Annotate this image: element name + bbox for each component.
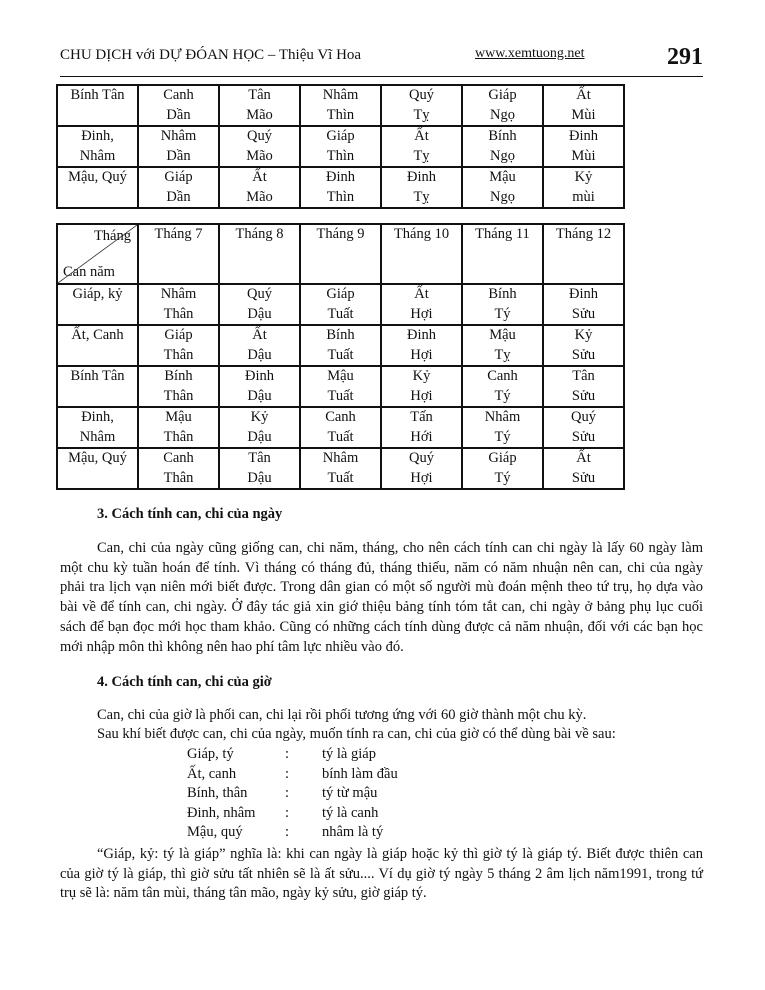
heavenly-stem: Tân bbox=[572, 368, 595, 384]
month-header-9: Tháng 9 bbox=[300, 224, 381, 284]
heavenly-stem: Mậu bbox=[327, 368, 354, 384]
verse-line bbox=[187, 784, 398, 804]
verse-key: Mậu, quý bbox=[187, 824, 243, 841]
month-header-10: Tháng 10 bbox=[381, 224, 462, 284]
stem-branch-cell bbox=[300, 407, 381, 448]
year-stem-label: Nhâm bbox=[79, 147, 116, 164]
stem-branch-cell bbox=[381, 325, 462, 366]
stem-branch-cell bbox=[462, 407, 543, 448]
month-header-8: Tháng 8 bbox=[219, 224, 300, 284]
section-3-heading: 3. Cách tính can, chi của ngày bbox=[97, 506, 283, 522]
verse-separator: : bbox=[285, 746, 290, 762]
verse-separator: : bbox=[285, 765, 290, 782]
earthly-branch: Tuất bbox=[327, 346, 354, 363]
heavenly-stem: Tân bbox=[248, 87, 271, 103]
year-stem-label: Giáp, kỷ bbox=[72, 286, 123, 302]
earthly-branch: Thân bbox=[163, 346, 194, 363]
year-stem-label: Mậu, Quý bbox=[68, 450, 127, 466]
stem-branch-cell bbox=[219, 325, 300, 366]
stem-branch-cell bbox=[462, 126, 543, 167]
heavenly-stem: Ất bbox=[576, 87, 591, 103]
earthly-branch: Sửu bbox=[571, 469, 596, 486]
earthly-branch: Dần bbox=[166, 188, 191, 205]
stem-branch-cell bbox=[543, 448, 624, 489]
month-table-part1 bbox=[56, 84, 625, 209]
earthly-branch: Dậu bbox=[247, 305, 272, 322]
month-header-12: Tháng 12 bbox=[543, 224, 624, 284]
table-row bbox=[57, 167, 624, 208]
heavenly-stem: Mậu bbox=[489, 169, 516, 185]
heavenly-stem: Canh bbox=[163, 450, 194, 466]
heavenly-stem: Quý bbox=[571, 409, 596, 425]
stem-branch-cell bbox=[543, 167, 624, 208]
stem-branch-cell bbox=[219, 407, 300, 448]
earthly-branch: Tỵ bbox=[494, 346, 511, 363]
stem-branch-cell bbox=[138, 85, 219, 126]
heavenly-stem: Canh bbox=[487, 368, 518, 384]
earthly-branch: Dậu bbox=[247, 428, 272, 445]
stem-branch-cell bbox=[138, 366, 219, 407]
year-stem-label: Ất, Canh bbox=[71, 327, 124, 343]
earthly-branch: Tuất bbox=[327, 305, 354, 322]
heavenly-stem: Giáp bbox=[326, 128, 355, 144]
stem-branch-cell bbox=[219, 448, 300, 489]
verse-separator: : bbox=[285, 804, 290, 821]
verse-separator: : bbox=[285, 824, 290, 841]
earthly-branch: Dậu bbox=[247, 346, 272, 363]
stem-branch-cell bbox=[381, 167, 462, 208]
heavenly-stem: Ất bbox=[414, 128, 429, 144]
table-row bbox=[57, 366, 624, 407]
year-stem-label-cell bbox=[57, 85, 138, 126]
stem-branch-cell bbox=[381, 407, 462, 448]
year-stem-label-cell bbox=[57, 284, 138, 325]
heavenly-stem: Bính bbox=[488, 286, 517, 302]
heavenly-stem: Đinh bbox=[407, 169, 436, 185]
stem-branch-cell bbox=[462, 366, 543, 407]
earthly-branch: Mùi bbox=[571, 147, 596, 164]
stem-branch-cell bbox=[300, 126, 381, 167]
stem-branch-cell bbox=[543, 366, 624, 407]
section-4-heading: 4. Cách tính can, chi của giờ bbox=[97, 674, 272, 690]
heavenly-stem: Giáp bbox=[326, 286, 355, 302]
verse-key: Đinh, nhâm bbox=[187, 804, 256, 821]
stem-branch-cell bbox=[300, 284, 381, 325]
year-stem-label: Đinh, bbox=[81, 128, 114, 144]
earthly-branch: Thân bbox=[163, 428, 194, 445]
stem-branch-cell bbox=[138, 325, 219, 366]
year-stem-label-cell bbox=[57, 325, 138, 366]
verse-key: Ất, canh bbox=[187, 765, 237, 782]
earthly-branch: Ngọ bbox=[490, 188, 515, 205]
corner-label-month: Tháng bbox=[93, 228, 131, 244]
verse-key: Giáp, tý bbox=[187, 746, 234, 762]
heavenly-stem: Ất bbox=[576, 450, 591, 466]
page-header bbox=[60, 44, 703, 76]
heavenly-stem: Giáp bbox=[488, 450, 517, 466]
heavenly-stem: Kỷ bbox=[574, 327, 593, 343]
stem-branch-cell bbox=[543, 325, 624, 366]
stem-branch-cell bbox=[381, 366, 462, 407]
heavenly-stem: Quý bbox=[247, 128, 272, 144]
section-4-line-1: Can, chi của giờ là phối can, chi lại rồi phối tương ứng với 60 giờ thành một chu kỳ. bbox=[97, 707, 587, 723]
year-stem-label-cell bbox=[57, 448, 138, 489]
verse-value: tý là giáp bbox=[322, 746, 376, 762]
year-stem-label-cell bbox=[57, 167, 138, 208]
earthly-branch: Thìn bbox=[326, 106, 355, 123]
earthly-branch: Tỵ bbox=[413, 188, 430, 205]
earthly-branch: Dần bbox=[166, 147, 191, 164]
heavenly-stem: Kỷ bbox=[250, 409, 269, 425]
stem-branch-cell bbox=[219, 126, 300, 167]
stem-branch-cell bbox=[300, 325, 381, 366]
heavenly-stem: Tân bbox=[248, 450, 271, 466]
stem-branch-cell bbox=[462, 85, 543, 126]
header-divider bbox=[60, 76, 703, 77]
earthly-branch: Dần bbox=[166, 106, 191, 123]
heavenly-stem: Tấn bbox=[410, 409, 433, 425]
earthly-branch: Thân bbox=[163, 469, 194, 486]
earthly-branch: Tý bbox=[494, 469, 511, 486]
stem-branch-cell bbox=[300, 366, 381, 407]
heavenly-stem: Nhâm bbox=[484, 409, 521, 425]
earthly-branch: Ngọ bbox=[490, 106, 515, 123]
earthly-branch: Thìn bbox=[326, 188, 355, 205]
stem-branch-cell bbox=[300, 167, 381, 208]
earthly-branch: Hợi bbox=[410, 469, 433, 486]
heavenly-stem: Ất bbox=[252, 169, 267, 185]
earthly-branch: Tuất bbox=[327, 387, 354, 404]
verse-key: Bính, thân bbox=[187, 785, 248, 802]
book-title: CHU DỊCH với DỰ ĐÓAN HỌC – Thiệu Vĩ Hoa bbox=[60, 47, 362, 63]
earthly-branch: Dậu bbox=[247, 387, 272, 404]
year-stem-label: Bính Tân bbox=[70, 87, 125, 103]
stem-branch-cell bbox=[219, 366, 300, 407]
stem-branch-cell bbox=[138, 167, 219, 208]
heavenly-stem: Bính bbox=[326, 327, 355, 343]
heavenly-stem: Đinh bbox=[569, 128, 598, 144]
verse-line bbox=[187, 745, 398, 765]
table-header-row bbox=[57, 224, 624, 284]
verse-block bbox=[187, 745, 398, 843]
heavenly-stem: Quý bbox=[409, 87, 434, 103]
heavenly-stem: Nhâm bbox=[160, 286, 197, 302]
stem-branch-cell bbox=[543, 284, 624, 325]
heavenly-stem: Ất bbox=[252, 327, 267, 343]
earthly-branch: Hợi bbox=[410, 387, 433, 404]
stem-branch-cell bbox=[462, 448, 543, 489]
stem-branch-cell bbox=[219, 85, 300, 126]
heavenly-stem: Đinh bbox=[326, 169, 355, 185]
earthly-branch: Hới bbox=[410, 428, 433, 445]
earthly-branch: Tý bbox=[494, 387, 511, 404]
corner-label-year-stem: Can năm bbox=[63, 263, 115, 280]
verse-value: nhâm là tý bbox=[322, 824, 384, 841]
stem-branch-cell bbox=[138, 284, 219, 325]
table-row bbox=[57, 407, 624, 448]
earthly-branch: Dậu bbox=[247, 469, 272, 486]
verse-line bbox=[187, 804, 398, 824]
heavenly-stem: Đinh bbox=[245, 368, 274, 384]
table-row bbox=[57, 284, 624, 325]
earthly-branch: Mùi bbox=[571, 106, 596, 123]
stem-branch-cell bbox=[543, 407, 624, 448]
heavenly-stem: Ất bbox=[414, 286, 429, 302]
year-stem-label-cell bbox=[57, 126, 138, 167]
verse-separator: : bbox=[285, 785, 290, 802]
heavenly-stem: Giáp bbox=[488, 87, 517, 103]
section-4-closing-paragraph: “Giáp, kỷ: tý là giáp” nghĩa là: khi can ngày là giáp hoặc kỷ thì giờ tý là giáp tý. Biết được thiên can của giờ tý là giáp, thì giờ sửu tất nhiên sẽ là ất sửu.... Ví dụ giờ tý ngày 5 tháng 2 âm lịch năm1991, trong tứ trụ sẽ là: năm tân mùi, tháng tân mão, ngày kỷ sửu, giờ giáp tý. bbox=[60, 846, 703, 902]
year-stem-label: Bính Tân bbox=[70, 368, 125, 384]
month-header-7: Tháng 7 bbox=[138, 224, 219, 284]
earthly-branch: Thân bbox=[163, 305, 194, 322]
verse-value: tý từ mậu bbox=[322, 785, 378, 802]
month-header-11: Tháng 11 bbox=[462, 224, 543, 284]
heavenly-stem: Canh bbox=[325, 409, 356, 425]
table-row bbox=[57, 448, 624, 489]
year-stem-label-cell bbox=[57, 407, 138, 448]
earthly-branch: Sửu bbox=[571, 387, 596, 404]
table-row bbox=[57, 126, 624, 167]
table-row bbox=[57, 85, 624, 126]
heavenly-stem: Bính bbox=[164, 368, 193, 384]
heavenly-stem: Quý bbox=[409, 450, 434, 466]
earthly-branch: Mão bbox=[246, 188, 273, 205]
heavenly-stem: Kỷ bbox=[574, 169, 593, 185]
table-row bbox=[57, 325, 624, 366]
stem-branch-cell bbox=[462, 167, 543, 208]
earthly-branch: mùi bbox=[572, 188, 595, 205]
earthly-branch: Tỵ bbox=[413, 106, 430, 123]
verse-value: bính làm đầu bbox=[322, 765, 398, 782]
stem-branch-cell bbox=[381, 126, 462, 167]
stem-branch-cell bbox=[300, 85, 381, 126]
stem-branch-cell bbox=[138, 126, 219, 167]
stem-branch-cell bbox=[543, 85, 624, 126]
year-stem-label-cell bbox=[57, 366, 138, 407]
corner-header-cell bbox=[57, 224, 138, 284]
stem-branch-cell bbox=[462, 325, 543, 366]
stem-branch-cell bbox=[381, 284, 462, 325]
year-stem-label: Nhâm bbox=[79, 428, 116, 445]
earthly-branch: Tuất bbox=[327, 428, 354, 445]
heavenly-stem: Canh bbox=[163, 87, 194, 103]
earthly-branch: Ngọ bbox=[490, 147, 515, 164]
earthly-branch: Sửu bbox=[571, 346, 596, 363]
heavenly-stem: Nhâm bbox=[322, 450, 359, 466]
earthly-branch: Thân bbox=[163, 387, 194, 404]
page-number: 291 bbox=[667, 44, 703, 70]
year-stem-label: Đinh, bbox=[81, 409, 114, 425]
stem-branch-cell bbox=[300, 448, 381, 489]
stem-branch-cell bbox=[381, 448, 462, 489]
heavenly-stem: Nhâm bbox=[160, 128, 197, 144]
section-4-line-2: Sau khí biết được can, chi của ngày, muốn tính ra can, chi của giờ có thể dùng bài về sau: bbox=[97, 726, 616, 742]
verse-value: tý là canh bbox=[322, 804, 379, 821]
earthly-branch: Thìn bbox=[326, 147, 355, 164]
earthly-branch: Hợi bbox=[410, 346, 433, 363]
earthly-branch: Mão bbox=[246, 147, 273, 164]
heavenly-stem: Bính bbox=[488, 128, 517, 144]
heavenly-stem: Kỷ bbox=[412, 368, 431, 384]
earthly-branch: Tuất bbox=[327, 469, 354, 486]
section-3-paragraph: Can, chi của ngày cũng giống can, chi năm, tháng, cho nên cách tính can chi ngày là lấy 60 ngày làm một chu kỳ tuần hoán để tính. Vì tháng có tháng đủ, tháng thiếu, năm có năm nhuận nên can, chi của ngày phải tra lịch vạn niên mới biết được. Trong dân gian có một số người mù đoán mệnh theo tứ trụ, họ dựa vào bài về để tính can, chi ngày. Ở đây tác giả xin giớ thiệu bảng tính tóm tắt can, chi ngày ở bảng phụ lục cuối sách để bạn đọc mới học tham khảo. Cũng có những cách tính dùng được cả năm nhuận, đối với các bạn học mới nhập môn thì không nên hao phí tâm lực nhiều vào đó. bbox=[60, 540, 703, 655]
heavenly-stem: Mậu bbox=[165, 409, 192, 425]
year-stem-label: Mậu, Quý bbox=[68, 169, 127, 185]
verse-line bbox=[187, 765, 398, 785]
heavenly-stem: Mậu bbox=[489, 327, 516, 343]
earthly-branch: Tỵ bbox=[413, 147, 430, 164]
heavenly-stem: Quý bbox=[247, 286, 272, 302]
heavenly-stem: Giáp bbox=[164, 169, 193, 185]
website-link[interactable]: www.xemtuong.net bbox=[475, 46, 585, 61]
earthly-branch: Sửu bbox=[571, 428, 596, 445]
earthly-branch: Tý bbox=[494, 305, 511, 322]
stem-branch-cell bbox=[543, 126, 624, 167]
stem-branch-cell bbox=[138, 407, 219, 448]
stem-branch-cell bbox=[462, 284, 543, 325]
heavenly-stem: Đinh bbox=[569, 286, 598, 302]
earthly-branch: Mão bbox=[246, 106, 273, 123]
earthly-branch: Sửu bbox=[571, 305, 596, 322]
stem-branch-cell bbox=[138, 448, 219, 489]
stem-branch-cell bbox=[381, 85, 462, 126]
verse-line bbox=[187, 823, 398, 843]
month-table-part2 bbox=[56, 223, 625, 490]
earthly-branch: Tý bbox=[494, 428, 511, 445]
earthly-branch: Hợi bbox=[410, 305, 433, 322]
heavenly-stem: Giáp bbox=[164, 327, 193, 343]
stem-branch-cell bbox=[219, 284, 300, 325]
stem-branch-cell bbox=[219, 167, 300, 208]
heavenly-stem: Nhâm bbox=[322, 87, 359, 103]
heavenly-stem: Đinh bbox=[407, 327, 436, 343]
